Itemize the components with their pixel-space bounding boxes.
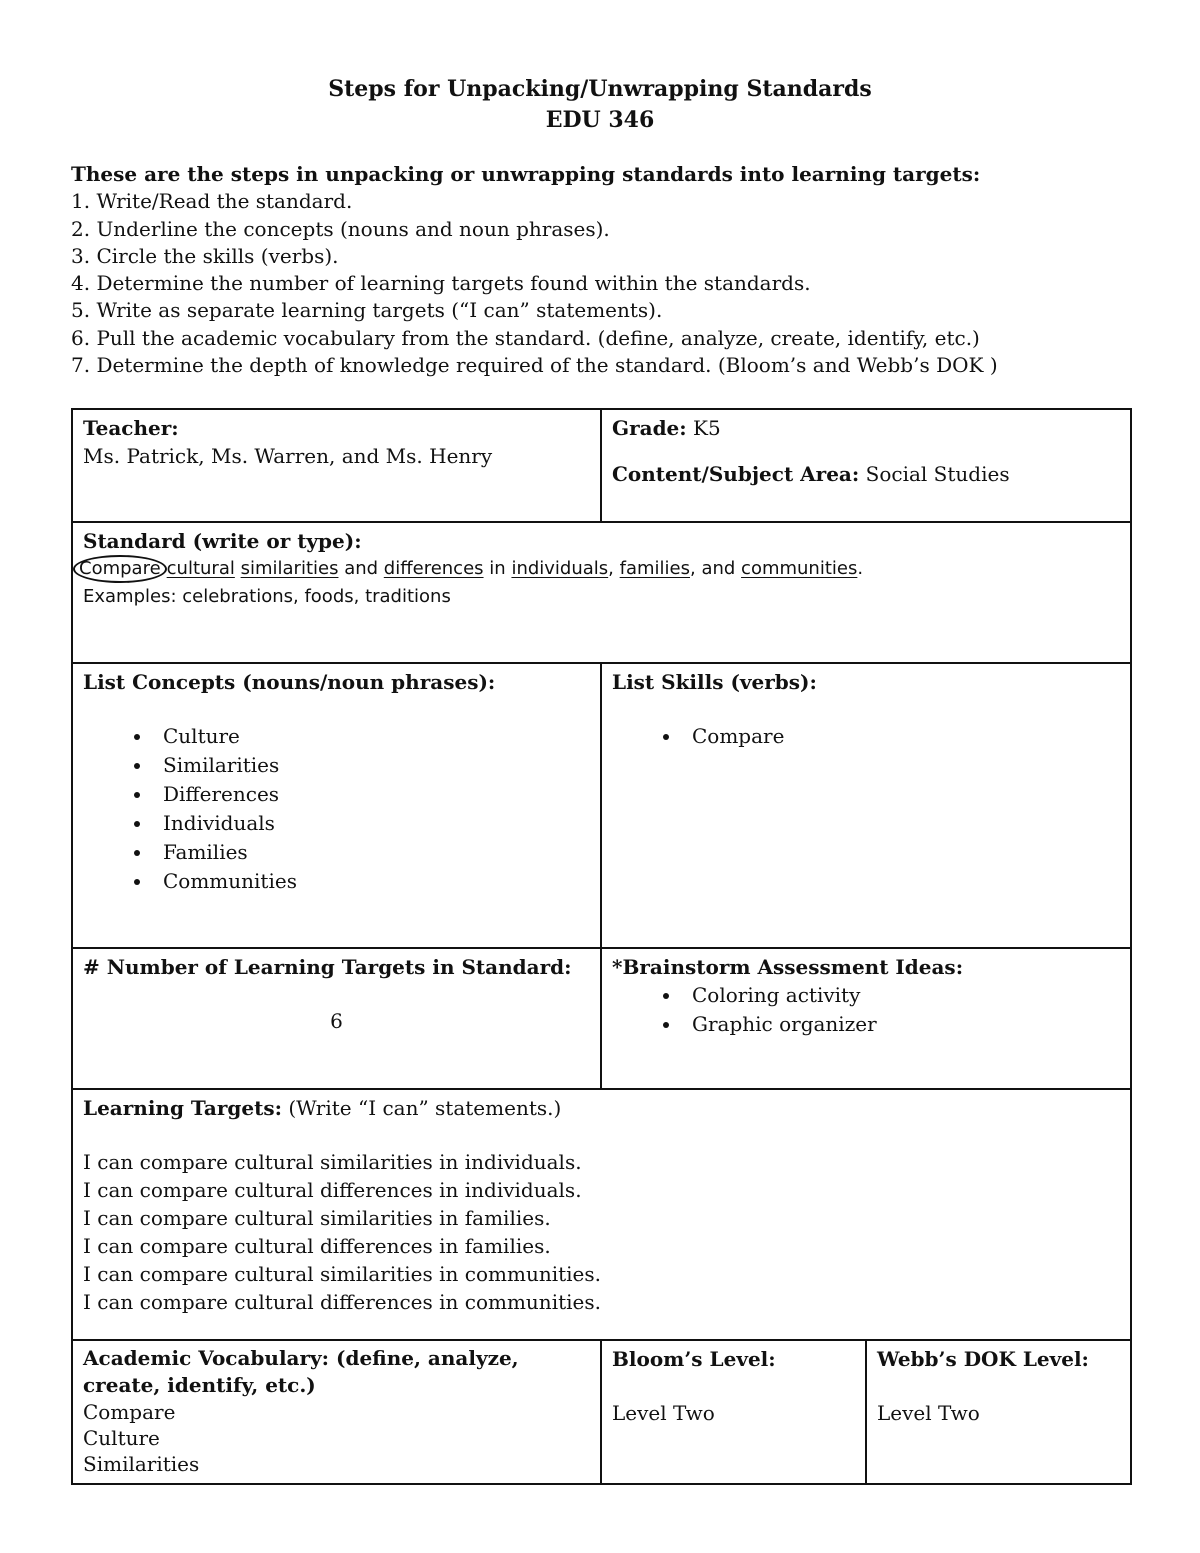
list-item: • Compare	[682, 722, 1120, 751]
list-item: • Graphic organizer	[682, 1010, 1120, 1039]
list-item: Similarities	[83, 1452, 200, 1476]
standard-word: ,	[608, 558, 614, 579]
steps-lead: These are the steps in unpacking or unwrapping standards into learning targets:	[71, 162, 981, 186]
course-code: EDU 346	[545, 107, 655, 133]
teacher-cell	[72, 409, 601, 522]
grade-value: K5	[693, 416, 721, 440]
circled-verb: Compare	[73, 555, 167, 583]
step-item: 4. Determine the number of learning targets found within the standards.	[71, 271, 811, 296]
step-item: 5. Write as separate learning targets (“I can” statements).	[71, 298, 663, 323]
assessment-cell	[601, 948, 1131, 1089]
concept-communities: communities	[741, 558, 858, 579]
list-item: Culture	[83, 1426, 160, 1450]
concept-differences: differences	[383, 558, 484, 579]
list-item: • Coloring activity	[682, 981, 1120, 1010]
vocabulary-label: Academic Vocabulary: (define, analyze, create, identify, etc.)	[83, 1346, 519, 1397]
list-item: I can compare cultural differences in individuals.	[83, 1178, 582, 1202]
assessment-label: *Brainstorm Assessment Ideas:	[612, 955, 964, 979]
webbs-label: Webb’s DOK Level:	[877, 1347, 1089, 1371]
blooms-cell	[601, 1340, 866, 1484]
step-item: 2. Underline the concepts (nouns and noun phrases).	[71, 216, 610, 241]
list-item: • Individuals	[153, 809, 590, 838]
blooms-label: Bloom’s Level:	[612, 1347, 776, 1371]
teacher-value: Ms. Patrick, Ms. Warren, and Ms. Henry	[83, 444, 493, 468]
steps-intro	[71, 161, 1131, 379]
standard-label: Standard (write or type):	[83, 529, 362, 553]
learning-targets-label: Learning Targets:	[83, 1096, 282, 1120]
list-item: • Communities	[153, 867, 590, 896]
learning-targets-note: (Write “I can” statements.)	[288, 1096, 562, 1120]
grade-label: Grade:	[612, 416, 687, 440]
list-item: • Similarities	[153, 751, 590, 780]
list-item: • Families	[153, 838, 590, 867]
concept-similarities: similarities	[240, 558, 339, 579]
assessment-list	[612, 981, 1120, 1039]
list-item: I can compare cultural similarities in communities.	[83, 1262, 601, 1286]
list-item: Compare	[83, 1400, 176, 1424]
concepts-list	[83, 722, 590, 896]
concept-individuals: individuals	[511, 558, 609, 579]
standard-cell	[72, 522, 1131, 663]
list-item: I can compare cultural differences in families.	[83, 1234, 551, 1258]
standard-word: and	[344, 558, 379, 579]
webbs-value: Level Two	[877, 1401, 980, 1425]
skills-list	[612, 722, 1120, 751]
list-item: I can compare cultural differences in communities.	[83, 1290, 601, 1314]
targets-count-label: # Number of Learning Targets in Standard:	[83, 955, 572, 979]
subject-label: Content/Subject Area:	[612, 462, 860, 486]
list-item: • Culture	[153, 722, 590, 751]
concept-families: families	[619, 558, 690, 579]
targets-count-value: 6	[330, 1009, 343, 1033]
step-item: 6. Pull the academic vocabulary from the standard. (define, analyze, create, identify, etc.)	[71, 325, 980, 350]
step-item: 3. Circle the skills (verbs).	[71, 243, 339, 268]
teacher-label: Teacher:	[83, 416, 179, 440]
step-item: 7. Determine the depth of knowledge required of the standard. (Bloom’s and Webb’s DOK )	[71, 353, 998, 378]
skills-label: List Skills (verbs):	[612, 670, 817, 694]
document-title: Steps for Unpacking/Unwrapping Standards	[328, 76, 872, 102]
standard-examples: Examples: celebrations, foods, traditions	[83, 586, 451, 607]
grade-cell	[601, 409, 1131, 522]
standard-word: , and	[690, 558, 736, 579]
subject-value: Social Studies	[865, 462, 1010, 486]
list-item: I can compare cultural similarities in individuals.	[83, 1150, 582, 1174]
learning-targets-list	[83, 1148, 1120, 1316]
targets-count-cell	[72, 948, 601, 1089]
skills-cell	[601, 663, 1131, 948]
concept-cultural: cultural	[166, 558, 235, 579]
step-item: 1. Write/Read the standard.	[71, 189, 353, 214]
concepts-cell	[72, 663, 601, 948]
list-item: I can compare cultural similarities in families.	[83, 1206, 551, 1230]
standard-text	[79, 555, 1120, 583]
concepts-label: List Concepts (nouns/noun phrases):	[83, 670, 496, 694]
list-item: • Differences	[153, 780, 590, 809]
vocabulary-cell	[72, 1340, 601, 1484]
webbs-cell	[866, 1340, 1131, 1484]
standard-word: .	[857, 558, 864, 579]
blooms-value: Level Two	[612, 1401, 715, 1425]
unpacking-table	[71, 408, 1132, 1485]
standard-word: in	[489, 558, 506, 579]
learning-targets-cell	[72, 1089, 1131, 1340]
